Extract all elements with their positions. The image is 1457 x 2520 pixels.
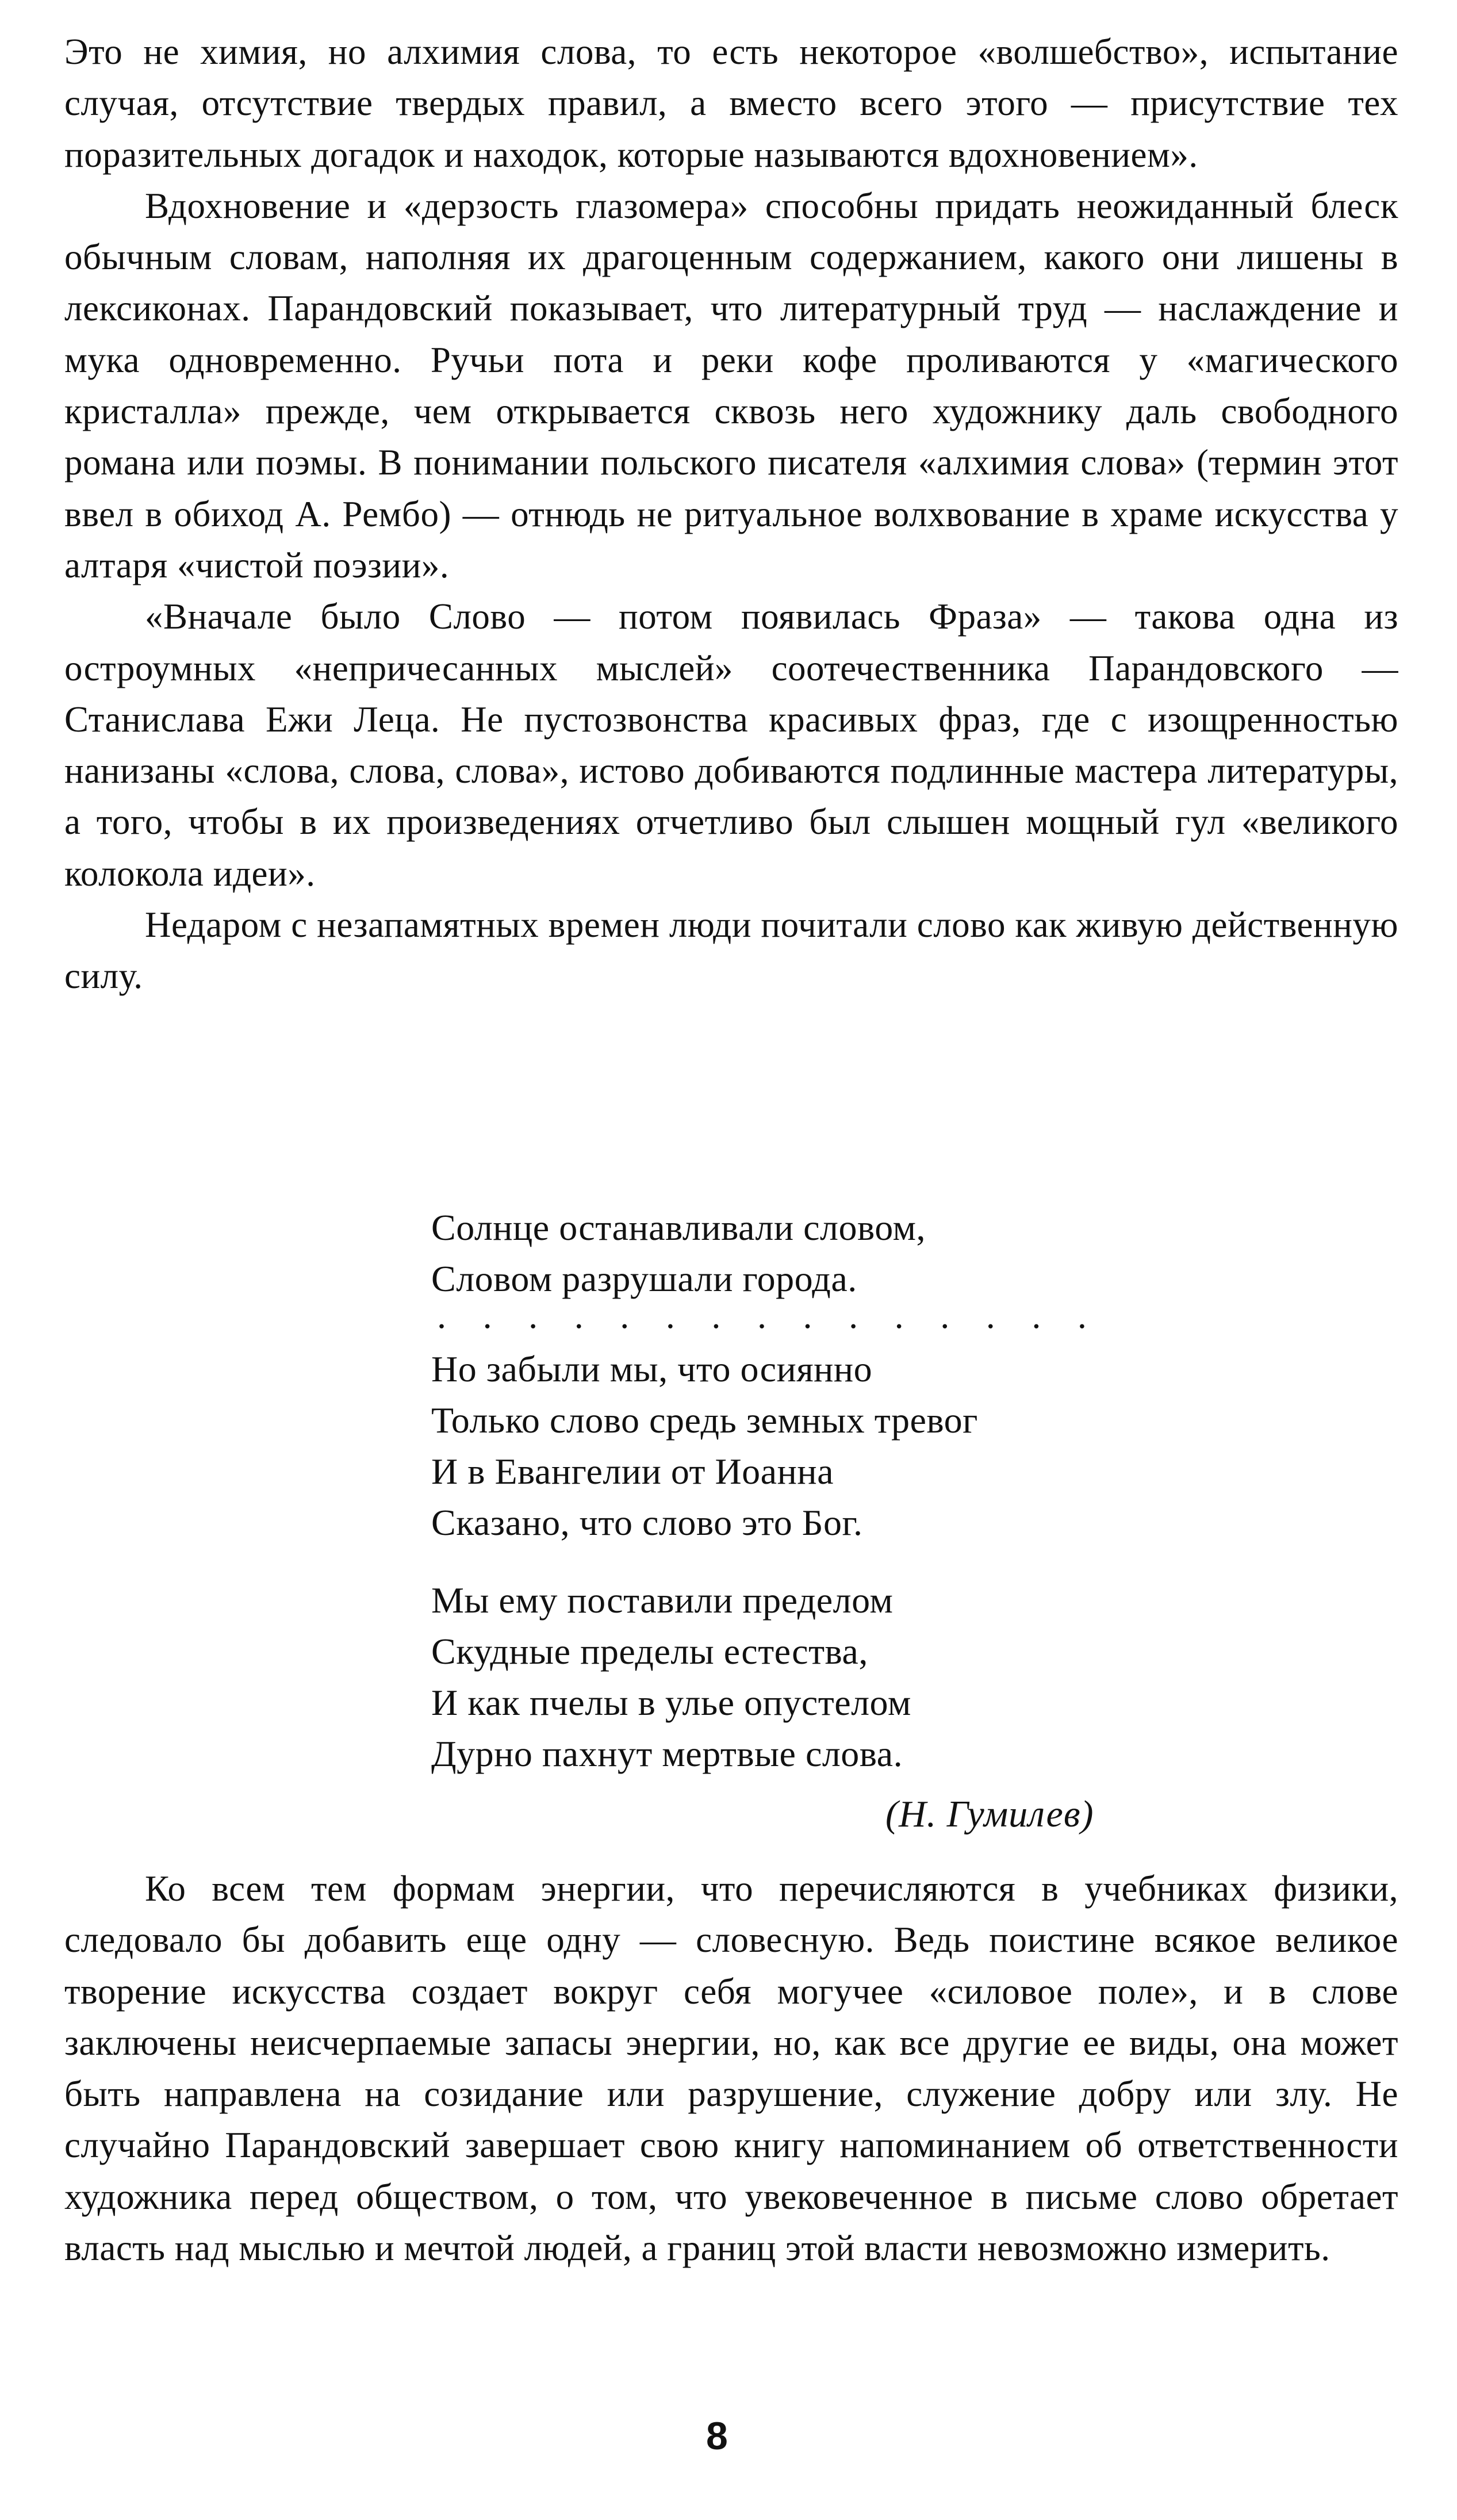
ellipsis-dot: . — [665, 1295, 675, 1336]
paragraph-alchemy-quote: Это не химия, но алхимия слова, то есть некоторое «волшебство», испытание случая, отсутствие твердых правил, а вместо всего этого — присутствие тех поразительных догадок и находок, которые называются вдохновением». — [64, 32, 1398, 175]
poem-line: Сказано, что слово это Бог. — [431, 1502, 863, 1543]
poem-line: Дурно пахнут мертвые слова. — [431, 1733, 903, 1774]
ellipsis-dot: . — [437, 1295, 446, 1336]
paragraph-word-energy: Ко всем тем формам энергии, что перечисляются в учебниках физики, следовало бы добавить еще одну — словесную. Ведь поистине всякое великое творение искусства создает вокруг себя могучее «силовое поле», и в слове заключены неисчерпаемые запасы энергии, но, как все другие ее виды, она может быть направлена на созидание или разрушение, служение добру или злу. Не случайно Парандовский завершает свою книгу напоминанием об ответственности художника перед обществом, о том, что увековеченное в письме слово обретает власть над мыслью и мечтой людей, а границ этой власти невозможно измерить. — [64, 1868, 1398, 2269]
poem-line: Но забыли мы, что осиянно — [431, 1349, 873, 1389]
ellipsis-dot: . — [528, 1295, 538, 1336]
bottom-text-block — [64, 1863, 1398, 2274]
ellipsis-dot: . — [1032, 1295, 1041, 1336]
poem-line: Только слово средь земных тревог — [431, 1400, 978, 1441]
ellipsis-dot: . — [986, 1295, 995, 1336]
ellipsis-dot: . — [803, 1295, 812, 1336]
poem-ellipsis — [437, 1295, 1087, 1336]
poem-stanza-1b — [431, 1343, 1179, 1548]
poem-line: Словом разрушали города. — [431, 1258, 857, 1299]
ellipsis-dot: . — [482, 1295, 492, 1336]
paragraph-word-power: Недаром с незапамятных времен люди почитали слово как живую действенную силу. — [64, 905, 1398, 997]
ellipsis-dot: . — [940, 1295, 950, 1336]
poem-stanza-2 — [431, 1575, 1179, 1779]
ellipsis-dot: . — [894, 1295, 904, 1336]
poem-line: Мы ему поставили пределом — [431, 1580, 894, 1621]
poem-stanza-1a — [431, 1202, 1179, 1304]
ellipsis-dot: . — [620, 1295, 630, 1336]
poem-line: Скудные пределы естества, — [431, 1631, 868, 1672]
ellipsis-dot: . — [1077, 1295, 1087, 1336]
ellipsis-dot: . — [849, 1295, 858, 1336]
ellipsis-dot: . — [574, 1295, 584, 1336]
ellipsis-dot: . — [757, 1295, 766, 1336]
poem-line: Солнце останавливали словом, — [431, 1207, 926, 1248]
page-number: 8 — [706, 2414, 728, 2458]
ellipsis-dot: . — [711, 1295, 721, 1336]
poem-line: И как пчелы в улье опустелом — [431, 1682, 911, 1723]
paragraph-inspiration: Вдохновение и «дерзость глазомера» способны придать неожиданный блеск обычным словам, наполняя их драгоценным содержанием, какого они лишены в лексиконах. Парандовский показывает, что литературный труд — наслаждение и мука одновременно. Ручьи пота и реки кофе проливаются у «магического кристалла» прежде, чем открывается сквозь него художнику даль свободного романа или поэмы. В понимании польского писателя «алхимия слова» (термин этот ввел в обиход А. Рембо) — отнюдь не ритуальное волхвование в храме искусства у алтаря «чистой поэзии». — [64, 185, 1398, 585]
poem-attribution: (Н. Гумилев) — [885, 1793, 1094, 1835]
paragraph-lec-quote: «Вначале было Слово — потом появилась Фраза» — такова одна из остроумных «непричесанных мыслей» соотечественника Парандовского — Станислава Ежи Леца. Не пустозвонства красивых фраз, где с изощренностью нанизаны «слова, слова, слова», истово добиваются подлинные мастера литературы, а того, чтобы в их произведениях отчетливо был слышен мощный гул «великого колокола идеи». — [64, 596, 1398, 894]
poem-line: И в Евангелии от Иоанна — [431, 1451, 834, 1492]
top-text-block — [64, 26, 1398, 1002]
